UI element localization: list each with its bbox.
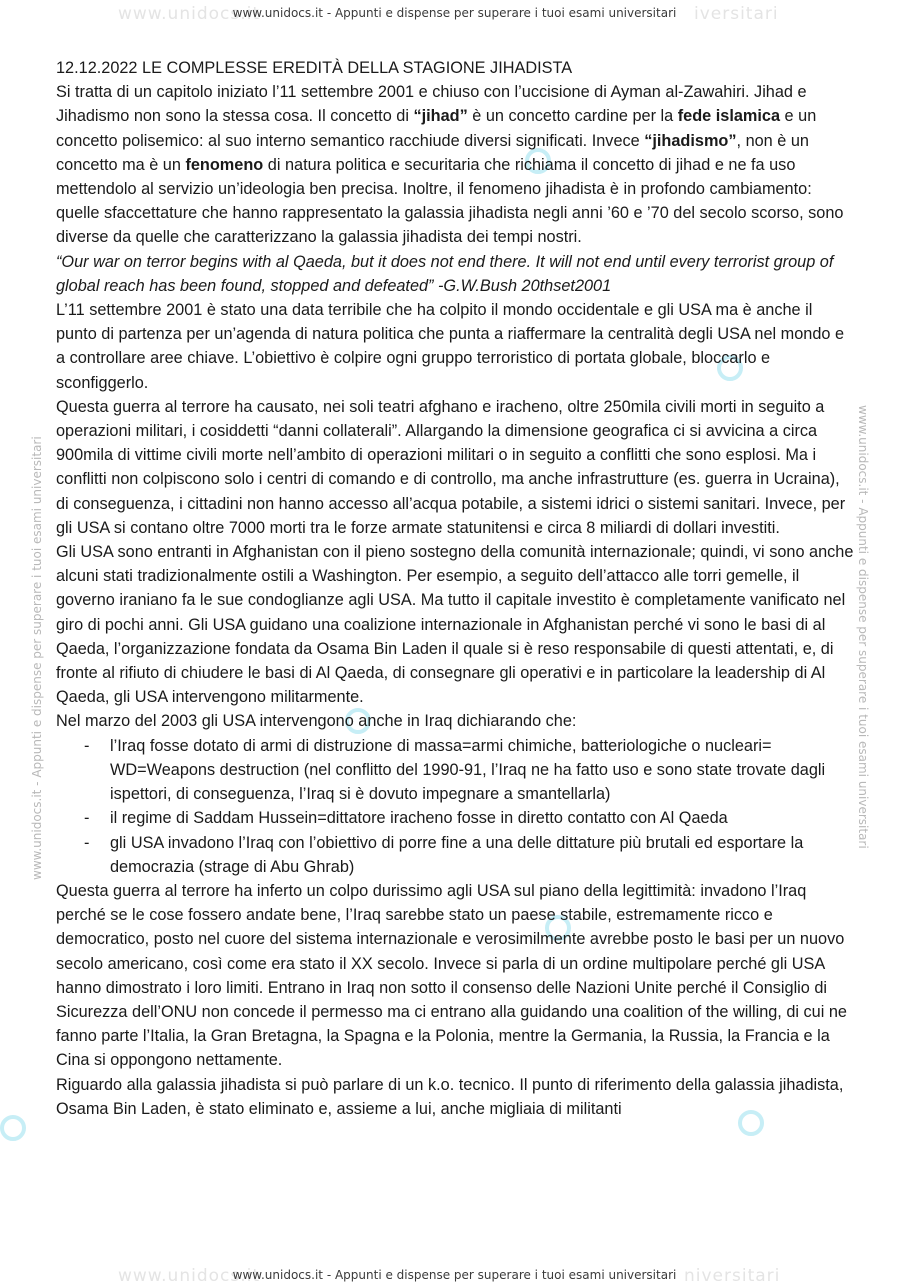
- paragraph-iraq-intro: Nel marzo del 2003 gli USA intervengono anche in Iraq dichiarando che:: [56, 712, 577, 731]
- term-jihad: “jihad”: [413, 107, 468, 126]
- list-item: - gli USA invadono l’Iraq con l’obiettivo di porre fine a una delle dittature più brutali ed esportare la democrazia (strage di Abu Ghrab): [110, 831, 856, 879]
- text-run: di natura politica e securitaria che richiama il concetto di jihad e ne fa uso mettendolo al servizio un’ideologia ben precisa. Inoltre, il fenomeno jihadista è in profondo cambiamento: quelle sfaccettature che hanno rappresentato la galassia jihadista negli anni ’60 e ’70 del secolo scorso, sono diverse da quelle che caratterizzano la galassia jihadista dei tempi nostri.: [56, 155, 844, 247]
- right-side-watermark: www.unidocs.it - Appunti e dispense per superare i tuoi esami universitari: [856, 405, 870, 849]
- bush-quote: “Our war on terror begins with al Qaeda, but it does not end there. It will not end until every terrorist group of global reach has been found, stopped and defeated” -G.W.Bush 20thset2001: [56, 252, 834, 295]
- list-item: - l’Iraq fosse dotato di armi di distruzione di massa=armi chimiche, batteriologiche o nucleari= WD=Weapons destruction (nel conflitto del 1990-91, l’Iraq ne ha fatto uso e sono state trovate dagli ispettori, di conseguenza, l’Iraq si è dovuto impegnare a smantellarla): [110, 734, 856, 807]
- iraq-reasons-list: [56, 734, 856, 879]
- term-fenomeno: fenomeno: [185, 155, 264, 174]
- footer-banner: www.unidocs.it - Appunti e dispense per superare i tuoi esami universitari: [232, 1268, 677, 1282]
- paragraph-legittimita: Questa guerra al terrore ha inferto un colpo durissimo agli USA sul piano della legittimità: invadono l’Iraq perché se le cose fossero andate bene, l’Iraq sarebbe stato un paese stabile, estremamente ricco e democratico, posto nel cuore del sistema internazionale e verosimilmente avrebbe posto le basi per un nuovo secolo americano, così come era stato il XX secolo. Invece si parla di un ordine multipolare perché gli USA hanno dimostrato i loro limiti. Entrano in Iraq non sotto il consenso delle Nazioni Unite perché il Consiglio di Sicurezza dell’ONU non concede il permesso ma ci entrano alla guidando una coalition of the willing, di cui ne fanno parte l’Italia, la Gran Bretagna, la Spagna e la Polonia, mentre la Germania, la Russia, la Francia e la Cina si oppongono nettamente.: [56, 881, 847, 1070]
- text-run: è un concetto cardine per la: [467, 107, 678, 126]
- term-jihadismo: “jihadismo”: [644, 131, 737, 150]
- text-run: , non è un concetto ma è un: [56, 131, 809, 174]
- text-run: e un concetto polisemico: al suo interno semantico racchiude diversi significati. Invece: [56, 107, 817, 150]
- footer-ghost-left: www.unidocs.it: [118, 1266, 261, 1286]
- header-banner: www.unidocs.it - Appunti e dispense per superare i tuoi esami universitari: [232, 6, 677, 20]
- paragraph-jihad-definition: [56, 80, 856, 249]
- term-fede-islamica: fede islamica: [677, 107, 781, 126]
- document-title: 12.12.2022 LE COMPLESSE EREDITÀ DELLA STAGIONE JIHADISTA: [56, 59, 573, 77]
- left-side-watermark: www.unidocs.it - Appunti e dispense per superare i tuoi esami universitari: [30, 436, 44, 880]
- document-body: [56, 56, 856, 1121]
- paragraph-afghanistan: Gli USA sono entranti in Afghanistan con il pieno sostegno della comunità internazionale; quindi, vi sono anche alcuni stati tradizionalmente ostili a Washington. Per esempio, a seguito dell’attacco alle torri gemelle, il governo iraniano fa le sue condoglianze agli USA. Ma tutto il capitale investito è completamente vanificato nel giro di pochi anni. Gli USA guidano una coalizione internazionale in Afghanistan perché vi sono le basi di al Qaeda, l’organizzazione fondata da Osama Bin Laden il quale si è reso responsabile di questi attentati, e, di fronte al rifiuto di chiudere le basi di Al Qaeda, di consegnare gli operativi e in particolare la leadership di Al Qaeda, gli USA intervengono militarmente.: [56, 543, 854, 707]
- unidocs-logo-icon: [0, 1115, 26, 1141]
- paragraph-vittime: Questa guerra al terrore ha causato, nei soli teatri afghano e iracheno, oltre 250mila civili morti in seguito a operazioni militari, i cosiddetti “danni collaterali”. Allargando la dimensione geografica ci si avvicina a circa 900mila di vittime civili morte nell’ambito di operazioni militari o in seguito a conflitti che sono esplosi. Ma i conflitti non colpiscono solo i centri di comando e di controllo, ma anche infrastrutture (es. guerra in Ucraina), di conseguenza, i cittadini non hanno accesso all’acqua potabile, a sistemi idrici o sistemi sanitari. Invece, per gli USA si contano oltre 7000 morti tra le forze armate statunitensi e circa 8 miliardi di dollari investiti.: [56, 397, 846, 537]
- paragraph-11-settembre: L’11 settembre 2001 è stato una data terribile che ha colpito il mondo occidentale e gli USA ma è anche il punto di partenza per un’agenda di natura politica che punta a riaffermare la centralità degli USA nel mondo e a controllare aree chiave. L’obiettivo è colpire ogni gruppo terroristico di portata globale, bloccarlo e sconfiggerlo.: [56, 301, 845, 392]
- footer-ghost-right: niversitari: [684, 1266, 781, 1286]
- header-ghost-right: iversitari: [694, 4, 779, 24]
- list-item: - il regime di Saddam Hussein=dittatore iracheno fosse in diretto contatto con Al Qaeda: [110, 806, 856, 830]
- text-run: Si tratta di un capitolo iniziato l’11 settembre 2001 e chiuso con l’uccisione di Ayman al-Zawahiri. Jihad e Jihadismo non sono la stessa cosa. Il concetto di: [56, 83, 807, 126]
- paragraph-ko-tecnico: Riguardo alla galassia jihadista si può parlare di un k.o. tecnico. Il punto di riferimento della galassia jihadista, Osama Bin Laden, è stato eliminato e, assieme a lui, anche migliaia di militanti: [56, 1075, 844, 1118]
- header-ghost-left: www.unidocs.it: [118, 4, 261, 24]
